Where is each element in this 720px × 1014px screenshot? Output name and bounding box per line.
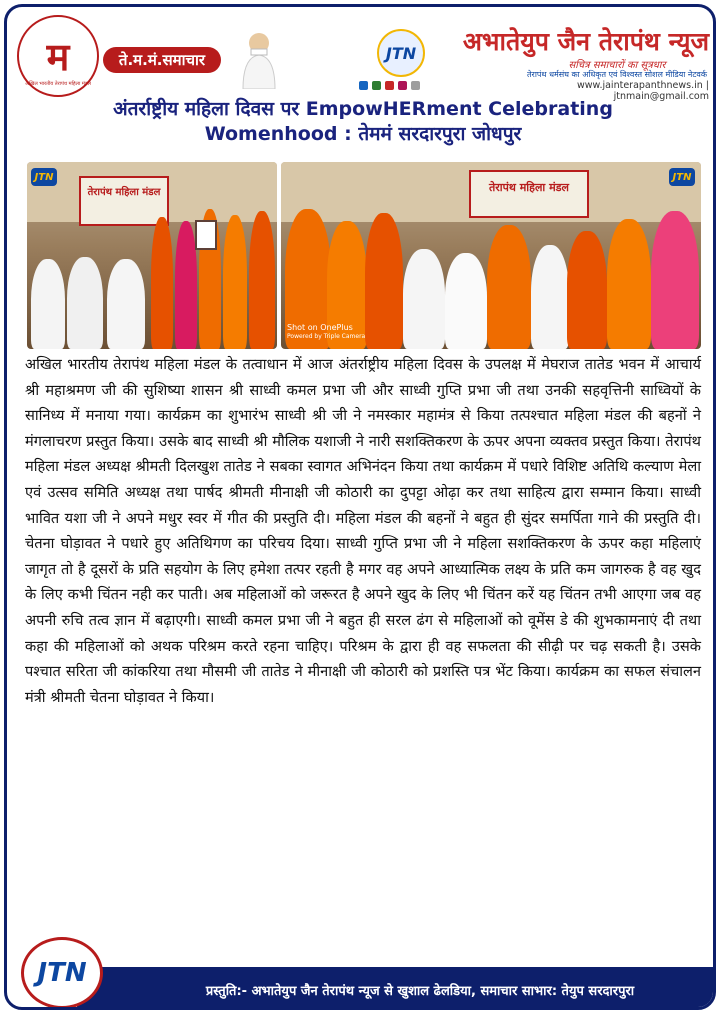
event-photo-right [281, 162, 701, 349]
person [249, 211, 275, 349]
acharya-portrait-image [237, 27, 281, 89]
page-frame [4, 4, 716, 1010]
brand-name: अभातेयुप जैन तेरापंथ न्यूज [462, 27, 709, 56]
footer-credit-bar [77, 967, 713, 1010]
certificate-frame [195, 220, 217, 250]
category-tag: ते.म.मं.समाचार [103, 47, 221, 73]
person [445, 253, 487, 349]
header [7, 7, 713, 102]
logo-mark: म [46, 35, 70, 79]
title-line-2: Womenhood : तेममं सरदारपुरा जोधपुर [204, 123, 522, 145]
person [607, 219, 651, 349]
article-title [17, 97, 709, 147]
stage-banner-left: तेरापंथ महिला मंडल [79, 176, 169, 226]
jtn-watermark-icon: JTN [31, 168, 57, 186]
person [487, 225, 531, 349]
camera-watermark [287, 323, 365, 341]
jtn-watermark-icon: JTN [669, 168, 695, 186]
whatsapp-icon[interactable] [372, 81, 381, 90]
jtn-footer-logo: JTN [21, 937, 103, 1009]
event-photo-left [27, 162, 277, 349]
social-icons [359, 81, 420, 90]
person [151, 217, 173, 349]
person [567, 231, 607, 349]
jtn-logo-small: JTN [377, 29, 425, 77]
brand-description: तेरापंथ धर्मसंघ का अधिकृत एवं विश्वस्त सोशल मीडिया नेटवर्क [526, 70, 707, 79]
shot-on-label: Shot on OnePlus [287, 323, 353, 332]
person [223, 215, 247, 349]
logo-caption: अखिल भारतीय तेरापंथ महिला मंडल [25, 81, 91, 87]
stage-banner-right: तेरापंथ महिला मंडल [469, 170, 589, 218]
person [175, 221, 197, 349]
person [531, 245, 569, 349]
google-icon[interactable] [411, 81, 420, 90]
youtube-icon[interactable] [385, 81, 394, 90]
article-body: अखिल भारतीय तेरापंथ महिला मंडल के तत्वाधान में आज अंतर्राष्ट्रीय महिला दिवस के उपलक्ष में मेघराज तातेड भवन में आचार्य श्री महाश्रमण जी की सुशिष्या शासन श्री साध्वी कमल प्रभा जी और साध्वी गुप्ति प्रभा जी तथा उनकी सहवृत्तिनी साध्वियों के सानिध्य में मनाया गया। कार्यक्रम का शुभारंभ साध्वी श्री जी ने नमस्कार महामंत्र से किया तत्पश्चात महिला मंडल की बहनों ने मंगलाचरण प्रस्तुत किया। उसके बाद साध्वी श्री मौलिक यशाजी ने नारी सशक्तिकरण के ऊपर अपना व्यक्तव प्रस्तुत किया। तेरापंथ महिला मंडल अध्यक्ष श्रीमती दिलखुश तातेड ने सबका स्वागत अभिनंदन किया तथा कार्यक्रम में पधारे विशिष्ट अतिथि कल्याण मेला एवं उत्सव समिति अध्यक्ष तथा पार्षद श्रीमती मीनाक्षी जी कोठारी का दुपट्टा ओढ़ा कर तथा साहित्य द्वारा सम्मान किया। साध्वी भावित यशा जी ने अपने मधुर स्वर में गीत की प्रस्तुति दी। महिला मंडल की बहनों ने बहुत ही सुंदर समर्पिता गाने की प्रस्तुति दी। चेतना घोड़ावत ने पधारे हुए अतिथिगण का परिचय दिया। साध्वी गुप्ति प्रभा जी ने महिला सशक्तिकरण के ऊपर कहा महिलाएं जागृत तो है दूसरों के प्रति सहयोग के लिए हमेशा तत्पर रहती है मगर वह अपने आध्यात्मिक लक्ष्य के प्रति कम जागरुक है वह खुद के लिए कभी चिंतन नही कर पाती। अब महिलाओं को जरूरत है अपने खुद के लिए भी चिंतन करें यह चिंतन तभी आएगा जब वह अपनी रुचि तत्व ज्ञान में बढ़ाएगी। साध्वी कमल प्रभा जी ने बहुत ही सरल ढंग से महिलाओं को वूमेंस डे की शुभकामनाएं दी तथा कहा की महिलाओं को अथक परिश्रम करते रहना चाहिए। परिश्रम के द्वारा ही वह सफलता की सीढ़ी पर चढ़ सकती है। उसके पश्चात सरिता जी कांकरिया तथा मौसमी जी तातेड ने मीनाक्षी जी कोठारी को प्रशस्ति पत्र भेंट किया। कार्यक्रम का सफल संचालन मंत्री श्रीमती चेतना घोड़ावत ने किया। [25, 356, 702, 706]
shot-on-sub: Powered by Triple Camera [287, 333, 366, 340]
instagram-icon[interactable] [398, 81, 407, 90]
person [31, 259, 65, 349]
person [365, 213, 403, 349]
person [67, 257, 103, 349]
person [651, 211, 699, 349]
mahila-mandal-logo [17, 15, 99, 97]
person [107, 259, 145, 349]
title-line-1: अंतर्राष्ट्रीय महिला दिवस पर EmpowHERment Celebrating [113, 98, 613, 120]
brand-tagline: सचित्र समाचारों का सूत्रधार [568, 60, 666, 71]
contact-info[interactable]: www.jainterapanthnews.in | jtnmain@gmail.com [577, 80, 709, 102]
facebook-icon[interactable] [359, 81, 368, 90]
person [403, 249, 445, 349]
footer-credit: प्रस्तुति:- अभातेयुप जैन तेरापंथ न्यूज से खुशाल ढेलडिया, समाचार साभार: तेयुप सरदारपुरा [205, 984, 635, 999]
